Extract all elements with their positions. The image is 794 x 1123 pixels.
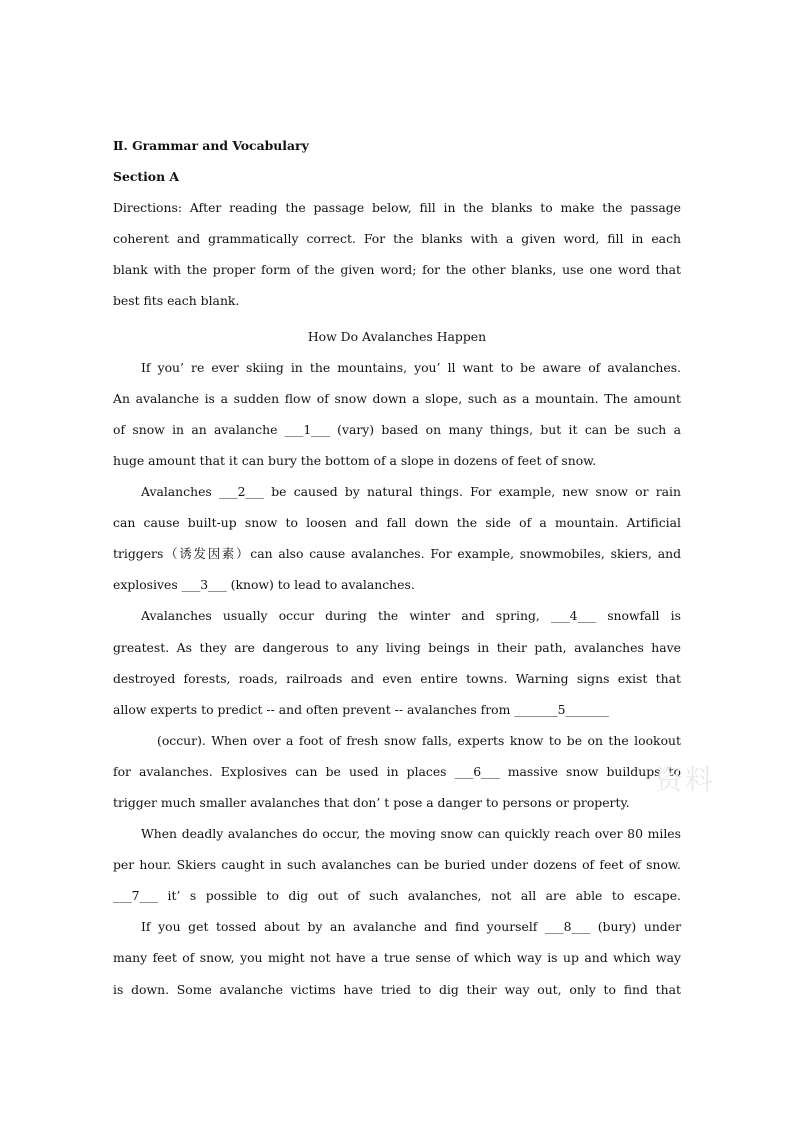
text-segment: it’ s possible to dig out of such avalanches, not all are able to escape.	[158, 888, 681, 904]
passage-line-20: many feet of snow, you might not have a true sense of which way is up and which way	[113, 950, 681, 966]
text-segment: (know) to lead to avalanches.	[226, 577, 415, 593]
passage-line-1: If you’ re ever skiing in the mountains, you’ ll want to be aware of avalanches.	[141, 359, 681, 375]
passage-line-4: huge amount that it can bury the bottom of a slope in dozens of feet of snow.	[113, 452, 597, 468]
blank-2: ___2___	[218, 484, 265, 500]
text-segment: massive snow buildups to	[499, 763, 682, 779]
section-subheader: Section A	[113, 169, 180, 185]
text-segment: be caused by natural things. For example, new snow or rain	[264, 484, 681, 500]
text-segment: snowfall is	[596, 608, 681, 624]
passage-line-6: can cause built-up snow to loosen and fall down the side of a mountain. Artificial	[113, 515, 681, 531]
passage-line-9	[113, 600, 681, 631]
text-segment: of snow in an avalanche	[113, 421, 285, 437]
passage-line-2: An avalanche is a sudden flow of snow down a slope, such as a mountain. The amount	[113, 390, 681, 406]
directions-line-1: Directions: After reading the passage below, fill in the blanks to make the passage	[113, 200, 681, 216]
passage-line-19	[113, 911, 681, 942]
passage-line-7: triggers（诱发因素）can also cause avalanches. For example, snowmobiles, skiers, and	[113, 546, 681, 562]
text-segment: Avalanches	[141, 484, 219, 500]
text-segment: (bury) under	[590, 919, 681, 935]
passage-line-16: When deadly avalanches do occur, the moving snow can quickly reach over 80 miles	[141, 826, 681, 842]
passage-line-12	[113, 694, 681, 725]
passage-line-8	[113, 569, 681, 600]
blank-7: ___7___	[113, 888, 159, 904]
directions-line-2: coherent and grammatically correct. For the blanks with a given word, fill in each	[113, 231, 681, 247]
blank-4: ___4___	[550, 608, 597, 624]
blank-1: ___1___	[284, 421, 330, 437]
directions-line-4: best fits each blank.	[113, 293, 240, 309]
passage-line-17: per hour. Skiers caught in such avalanches can be buried under dozens of feet of snow.	[113, 857, 681, 873]
text-segment: (vary) based on many things, but it can be such a	[329, 421, 682, 437]
watermark: 资料	[655, 763, 716, 796]
text-segment: allow experts to predict -- and often prevent -- avalanches from	[113, 701, 515, 717]
passage-title: How Do Avalanches Happen	[307, 328, 487, 344]
blank-8: ___8___	[545, 919, 591, 935]
text-segment: explosives	[113, 577, 182, 593]
passage-line-3	[113, 414, 681, 445]
blank-5: _______5_______	[514, 701, 609, 717]
passage-line-10: greatest. As they are dangerous to any living beings in their path, avalanches have	[113, 639, 681, 655]
text-segment: for avalanches. Explosives can be used in places	[113, 763, 455, 779]
passage-line-21: is down. Some avalanche victims have tried to dig their way out, only to find that	[113, 981, 681, 997]
passage-line-11: destroyed forests, roads, railroads and even entire towns. Warning signs exist that	[113, 670, 681, 686]
passage-line-13: (occur). When over a foot of fresh snow falls, experts know to be on the lookout	[157, 732, 681, 748]
passage-line-5	[113, 476, 681, 507]
document-page	[113, 130, 681, 1005]
passage-line-18	[113, 880, 681, 911]
section-header: Ⅱ. Grammar and Vocabulary	[113, 138, 309, 153]
blank-6: ___6___	[454, 763, 500, 779]
blank-3: ___3___	[181, 577, 227, 593]
passage-line-14	[113, 756, 681, 787]
text-segment: If you get tossed about by an avalanche and find yourself	[141, 919, 546, 935]
directions-line-3: blank with the proper form of the given word; for the other blanks, use one word that	[113, 262, 681, 278]
passage-line-15: trigger much smaller avalanches that don’ t pose a danger to persons or property.	[113, 794, 630, 810]
text-segment: Avalanches usually occur during the winter and spring,	[141, 608, 551, 624]
